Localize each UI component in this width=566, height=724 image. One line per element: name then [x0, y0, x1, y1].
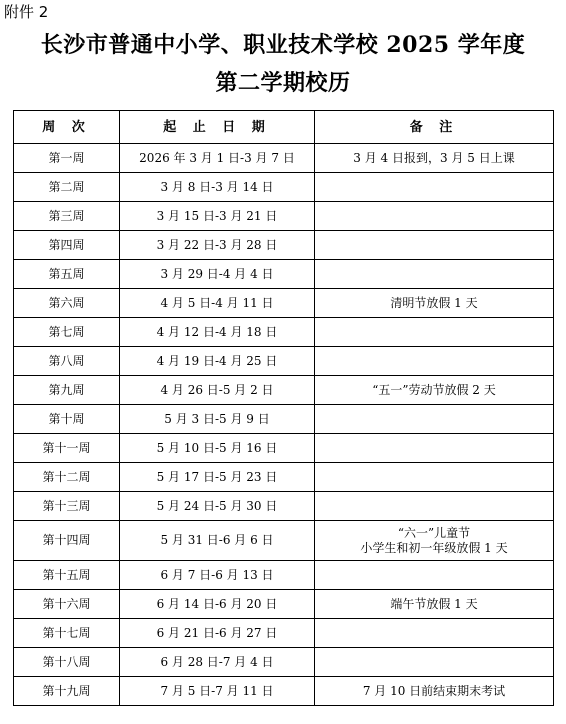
dates-cell: 5 月 17 日-5 月 23 日 [120, 463, 315, 492]
notes-cell [315, 590, 554, 619]
dates-cell: 5 月 3 日-5 月 9 日 [120, 405, 315, 434]
table-row [14, 173, 554, 202]
table-row [14, 561, 554, 590]
notes-cell [315, 561, 554, 590]
dates-cell: 4 月 26 日-5 月 2 日 [120, 376, 315, 405]
table-row [14, 289, 554, 318]
school-calendar-table [13, 110, 554, 706]
table-row [14, 648, 554, 677]
note-line: 小学生和初一年级放假 1 天 [360, 540, 508, 555]
notes-cell [315, 173, 554, 202]
note-line: 7 月 10 日前结束期末考试 [362, 683, 506, 698]
column-header-notes: 备 注 [315, 111, 554, 144]
dates-cell: 3 月 29 日-4 月 4 日 [120, 260, 315, 289]
note-line: “六一”儿童节 [397, 525, 471, 540]
table-row [14, 492, 554, 521]
notes-cell [315, 289, 554, 318]
notes-cell [315, 405, 554, 434]
note-line: 清明节放假 1 天 [390, 295, 478, 310]
note-line: “五一”劳动节放假 2 天 [372, 382, 496, 397]
table-row [14, 405, 554, 434]
note-line: 3 月 4 日报到，3 月 5 日上课 [353, 150, 515, 165]
week-cell: 第八周 [14, 347, 120, 376]
week-cell: 第十三周 [14, 492, 120, 521]
notes-cell [315, 677, 554, 706]
week-cell: 第十九周 [14, 677, 120, 706]
table-row [14, 521, 554, 561]
dates-cell: 5 月 10 日-5 月 16 日 [120, 434, 315, 463]
dates-cell: 4 月 12 日-4 月 18 日 [120, 318, 315, 347]
table-body [14, 144, 554, 706]
week-cell: 第四周 [14, 231, 120, 260]
column-header-week: 周 次 [14, 111, 120, 144]
table-row [14, 590, 554, 619]
notes-cell [315, 492, 554, 521]
week-cell: 第一周 [14, 144, 120, 173]
week-cell: 第十八周 [14, 648, 120, 677]
notes-cell [315, 463, 554, 492]
week-cell: 第十二周 [14, 463, 120, 492]
week-cell: 第六周 [14, 289, 120, 318]
notes-cell [315, 521, 554, 561]
document-title-line2: 第二学期校历 [215, 70, 351, 96]
table-row [14, 202, 554, 231]
notes-cell [315, 318, 554, 347]
week-cell: 第十六周 [14, 590, 120, 619]
dates-cell: 6 月 14 日-6 月 20 日 [120, 590, 315, 619]
notes-cell [315, 260, 554, 289]
week-cell: 第十周 [14, 405, 120, 434]
attachment-label: 附件 2 [4, 3, 49, 21]
table-row [14, 144, 554, 173]
dates-cell: 4 月 5 日-4 月 11 日 [120, 289, 315, 318]
week-cell: 第十四周 [14, 521, 120, 561]
table-row [14, 231, 554, 260]
dates-cell: 5 月 31 日-6 月 6 日 [120, 521, 315, 561]
dates-cell: 4 月 19 日-4 月 25 日 [120, 347, 315, 376]
table-header-row [14, 111, 554, 144]
dates-cell: 3 月 22 日-3 月 28 日 [120, 231, 315, 260]
week-cell: 第九周 [14, 376, 120, 405]
week-cell: 第三周 [14, 202, 120, 231]
column-header-dates: 起 止 日 期 [120, 111, 315, 144]
week-cell: 第五周 [14, 260, 120, 289]
notes-cell [315, 619, 554, 648]
table-row [14, 619, 554, 648]
week-cell: 第二周 [14, 173, 120, 202]
week-cell: 第七周 [14, 318, 120, 347]
table-row [14, 347, 554, 376]
week-cell: 第十五周 [14, 561, 120, 590]
week-cell: 第十七周 [14, 619, 120, 648]
dates-cell: 5 月 24 日-5 月 30 日 [120, 492, 315, 521]
dates-cell: 3 月 15 日-3 月 21 日 [120, 202, 315, 231]
dates-cell: 7 月 5 日-7 月 11 日 [120, 677, 315, 706]
notes-cell [315, 648, 554, 677]
dates-cell: 6 月 28 日-7 月 4 日 [120, 648, 315, 677]
notes-cell [315, 202, 554, 231]
table-row [14, 260, 554, 289]
table-row [14, 376, 554, 405]
week-cell: 第十一周 [14, 434, 120, 463]
notes-cell [315, 231, 554, 260]
dates-cell: 2026 年 3 月 1 日-3 月 7 日 [120, 144, 315, 173]
notes-cell [315, 347, 554, 376]
notes-cell [315, 434, 554, 463]
dates-cell: 6 月 21 日-6 月 27 日 [120, 619, 315, 648]
notes-cell [315, 376, 554, 405]
dates-cell: 6 月 7 日-6 月 13 日 [120, 561, 315, 590]
table-row [14, 677, 554, 706]
table-row [14, 318, 554, 347]
table-row [14, 463, 554, 492]
dates-cell: 3 月 8 日-3 月 14 日 [120, 173, 315, 202]
notes-cell [315, 144, 554, 173]
table-row [14, 434, 554, 463]
note-line: 端午节放假 1 天 [390, 596, 478, 611]
document-title-line1: 长沙市普通中小学、职业技术学校 2025 学年度 [40, 32, 526, 58]
